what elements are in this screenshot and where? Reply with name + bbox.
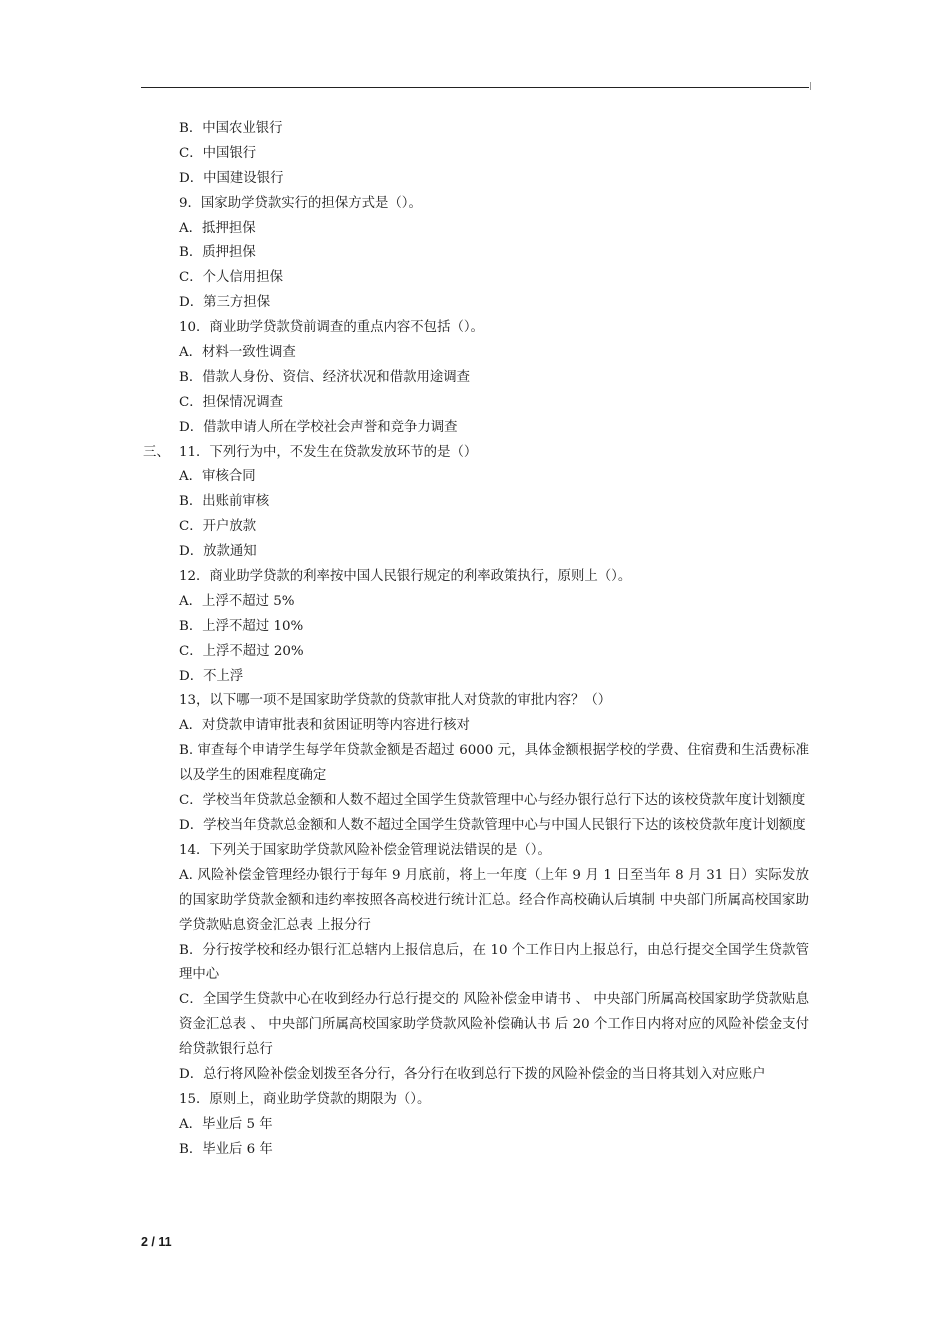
option-8d: D．中国建设银行 bbox=[179, 170, 284, 186]
option-14d: D．总行将风险补偿金划拨至各分行，各分行在收到总行下拨的风险补偿金的当日将其划入对应账户 bbox=[179, 1067, 766, 1083]
option-13d: D．学校当年贷款总金额和人数不超过全国学生贷款管理中心与中国人民银行下达的该校贷款年度计划额度 bbox=[179, 817, 806, 833]
option-12c: C．上浮不超过 20% bbox=[179, 643, 304, 659]
option-9b: B．质押担保 bbox=[179, 245, 256, 261]
option-8c: C．中国银行 bbox=[179, 145, 257, 161]
option-11a: A．审核合同 bbox=[179, 469, 256, 485]
question-9: 9．国家助学贷款实行的担保方式是（）。 bbox=[179, 195, 422, 211]
option-8b: B．中国农业银行 bbox=[179, 121, 283, 136]
option-9d: D．第三方担保 bbox=[179, 295, 271, 311]
question-14: 14．下列关于国家助学贷款风险补偿金管理说法错误的是（）。 bbox=[179, 842, 551, 858]
option-12a: A．上浮不超过 5% bbox=[179, 593, 295, 609]
question-11-row bbox=[143, 441, 809, 466]
option-10c: C．担保情况调查 bbox=[179, 394, 283, 410]
header-tick bbox=[810, 82, 811, 90]
option-12d: D．不上浮 bbox=[179, 668, 244, 684]
option-13c: C．学校当年贷款总金额和人数不超过全国学生贷款管理中心与经办银行总行下达的该校贷款年度计划额度 bbox=[179, 793, 806, 809]
option-13b: B. 审查每个申请学生每学年贷款金额是否超过 6000 元，具体金额根据学校的学费、住宿费和生活费标准以及学生的困难程度确定 bbox=[179, 743, 809, 784]
page-number: 2 / 11 bbox=[141, 1235, 172, 1249]
question-13: 13，以下哪一项不是国家助学贷款的贷款审批人对贷款的审批内容？（） bbox=[179, 693, 612, 709]
question-11: 11．下列行为中，不发生在贷款发放环节的是（） bbox=[179, 444, 478, 460]
question-10: 10．商业助学贷款贷前调查的重点内容不包括（）。 bbox=[179, 320, 484, 336]
option-14b: B．分行按学校和经办银行汇总辖内上报信息后，在 10 个工作日内上报总行，由总行提交全国学生贷款管理中心 bbox=[179, 942, 809, 983]
header-rule bbox=[141, 87, 809, 88]
option-13a: A．对贷款申请审批表和贫困证明等内容进行核对 bbox=[179, 718, 470, 734]
section-marker: 三、 bbox=[143, 444, 170, 460]
option-9c: C．个人信用担保 bbox=[179, 270, 283, 286]
option-11b: B．出账前审核 bbox=[179, 494, 270, 510]
option-10d: D．借款申请人所在学校社会声誉和竞争力调查 bbox=[179, 419, 458, 435]
option-12b: B．上浮不超过 10% bbox=[179, 618, 304, 634]
question-15: 15．原则上，商业助学贷款的期限为（）。 bbox=[179, 1091, 431, 1107]
option-14a: A. 风险补偿金管理经办银行于每年 9 月底前，将上一年度（上年 9 月 1 日至当年 8 月 31 日）实际发放的国家助学贷款金额和违约率按照各高校进行统计汇总。经合作高校确认后填制 中央部门所属高校国家助学贷款贴息资金汇总表 上报分行 bbox=[179, 867, 809, 933]
option-10b: B．借款人身份、资信、经济状况和借款用途调查 bbox=[179, 369, 471, 385]
option-15b: B．毕业后 6 年 bbox=[179, 1141, 273, 1157]
question-12: 12．商业助学贷款的利率按中国人民银行规定的利率政策执行，原则上（）。 bbox=[179, 569, 632, 585]
option-11d: D．放款通知 bbox=[179, 544, 257, 560]
option-10a: A．材料一致性调查 bbox=[179, 345, 296, 361]
option-9a: A．抵押担保 bbox=[179, 220, 256, 236]
option-11c: C．开户放款 bbox=[179, 519, 257, 535]
option-14c: C．全国学生贷款中心在收到经办行总行提交的 风险补偿金申请书 、 中央部门所属高校国家助学贷款贴息资金汇总表 、 中央部门所属高校国家助学贷款风险补偿确认书 后 20 个工作日内将对应的风险补偿金支付给贷款银行总行 bbox=[179, 992, 809, 1058]
option-15a: A．毕业后 5 年 bbox=[179, 1116, 273, 1132]
document-body bbox=[143, 117, 809, 1163]
